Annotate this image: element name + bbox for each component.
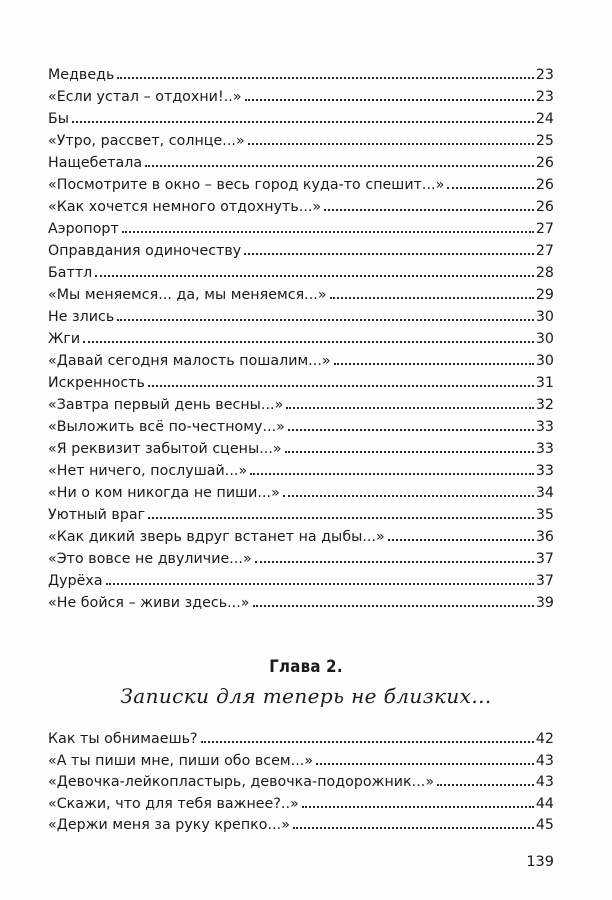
toc-row[interactable]	[48, 196, 554, 218]
toc-row[interactable]	[48, 372, 554, 394]
toc-entry-page: 33	[535, 419, 554, 435]
toc-row[interactable]	[48, 174, 554, 196]
toc-entry-title: Уютный враг	[48, 507, 146, 523]
toc-entry-page: 23	[535, 67, 554, 83]
toc-entry-title: Искренность	[48, 375, 145, 391]
dot-leader	[145, 165, 534, 167]
toc-entry-page: 34	[535, 485, 554, 501]
toc-entry-page: 36	[535, 529, 554, 545]
toc-entry-title: Бы	[48, 111, 70, 127]
dot-leader	[302, 806, 534, 808]
toc-row[interactable]	[48, 240, 554, 262]
dot-leader	[250, 473, 534, 475]
toc-entry-title: Медведь	[48, 67, 115, 83]
dot-leader	[388, 539, 534, 541]
toc-entry-page: 44	[535, 795, 554, 812]
toc-entry-page: 28	[535, 265, 554, 281]
toc-entry-page: 30	[535, 331, 554, 347]
dot-leader	[117, 319, 534, 321]
toc-row[interactable]	[48, 482, 554, 504]
toc-entry-page: 43	[535, 774, 554, 790]
toc-entry-page: 45	[535, 817, 554, 833]
toc-row[interactable]	[48, 751, 554, 773]
toc-entry-title: «Скажи, что для тебя важнее?..»	[48, 795, 299, 812]
toc-entry-title: Не злись	[48, 309, 115, 325]
dot-leader	[72, 121, 534, 123]
dot-leader	[245, 99, 534, 101]
toc-entry-page: 37	[535, 551, 554, 567]
dot-leader	[293, 827, 534, 829]
toc-row[interactable]	[48, 218, 554, 240]
dot-leader	[201, 741, 534, 743]
toc-row[interactable]	[48, 729, 554, 751]
toc-entry-title: Баттл	[48, 265, 93, 281]
dot-leader	[148, 385, 534, 387]
toc-entry-title: Как ты обнимаешь?	[48, 731, 198, 747]
toc-entry-page: 37	[535, 573, 554, 589]
toc-row[interactable]	[48, 548, 554, 570]
dot-leader	[122, 231, 534, 233]
toc-row[interactable]	[48, 815, 554, 837]
toc-entry-title: «Утро, рассвет, солнце...»	[48, 133, 245, 149]
toc-entry-title: «Это вовсе не двуличие...»	[48, 551, 252, 567]
toc-row[interactable]	[48, 284, 554, 306]
toc-row[interactable]	[48, 794, 554, 816]
dot-leader	[437, 784, 534, 786]
toc-entry-page: 32	[535, 397, 554, 413]
page-number: 139	[526, 854, 554, 870]
toc-entry-page: 42	[535, 731, 554, 747]
toc-row[interactable]	[48, 416, 554, 438]
toc-row[interactable]	[48, 438, 554, 460]
toc-entry-title: «Как хочется немного отдохнуть...»	[48, 199, 322, 215]
dot-leader	[83, 341, 534, 343]
toc-entry-page: 27	[535, 243, 554, 259]
dot-leader	[253, 605, 534, 607]
dot-leader	[288, 429, 534, 431]
toc-entry-page: 43	[535, 752, 554, 769]
dot-leader	[334, 363, 534, 365]
dot-leader	[95, 275, 534, 277]
toc-entry-title: «Если устал – отдохни!..»	[48, 89, 242, 105]
dot-leader	[286, 407, 534, 409]
toc-entry-page: 35	[535, 507, 554, 523]
toc-entry-page: 23	[535, 89, 554, 105]
toc-entry-title: Жги	[48, 331, 81, 347]
toc-entry-page: 27	[535, 221, 554, 237]
toc-entry-page: 30	[535, 309, 554, 325]
toc-row[interactable]	[48, 262, 554, 284]
toc-row[interactable]	[48, 86, 554, 108]
chapter-subtitle: Записки для теперь не близких...	[120, 684, 492, 708]
toc-row[interactable]	[48, 570, 554, 592]
toc-entry-title: «Не бойся – живи здесь...»	[48, 595, 250, 611]
toc-row[interactable]	[48, 108, 554, 130]
toc-entry-page: 25	[535, 133, 554, 149]
toc-entry-title: «Девочка-лейкопластырь, девочка-подорожник...»	[48, 774, 435, 790]
dot-leader	[316, 763, 534, 765]
toc-row[interactable]	[48, 460, 554, 482]
dot-leader	[244, 253, 534, 255]
dot-leader	[283, 495, 534, 497]
toc-row[interactable]	[48, 130, 554, 152]
toc-row[interactable]	[48, 152, 554, 174]
toc-entry-title: «Я реквизит забытой сцены...»	[48, 441, 282, 457]
toc-entry-title: «Мы меняемся... да, мы меняемся...»	[48, 287, 327, 303]
dot-leader	[447, 187, 534, 189]
toc-entry-title: «Нет ничего, послушай...»	[48, 463, 248, 479]
toc-entry-title: «Ни о ком никогда не пиши...»	[48, 485, 280, 501]
dot-leader	[255, 561, 534, 563]
table-of-contents-part-2	[48, 729, 554, 837]
toc-entry-page: 26	[535, 155, 554, 171]
toc-entry-page: 33	[535, 441, 554, 457]
toc-entry-page: 30	[535, 353, 554, 369]
dot-leader	[285, 451, 534, 453]
toc-row[interactable]	[48, 592, 554, 614]
toc-entry-title: Дурёха	[48, 573, 103, 589]
dot-leader	[117, 77, 533, 79]
toc-row[interactable]	[48, 64, 554, 86]
toc-row[interactable]	[48, 306, 554, 328]
toc-row[interactable]	[48, 526, 554, 548]
toc-entry-title: «Держи меня за руку крепко...»	[48, 817, 290, 833]
dot-leader	[106, 583, 534, 585]
toc-entry-page: 39	[535, 595, 554, 611]
toc-row[interactable]	[48, 350, 554, 372]
toc-entry-page: 29	[535, 287, 554, 303]
toc-entry-title: «Как дикий зверь вдруг встанет на дыбы...»	[48, 529, 385, 545]
toc-entry-title: «Выложить всё по-честному...»	[48, 419, 285, 435]
dot-leader	[330, 297, 534, 299]
toc-entry-title: «Посмотрите в окно – весь город куда-то спешит...»	[48, 177, 445, 193]
chapter-heading: Глава 2.	[269, 657, 343, 677]
toc-entry-page: 33	[535, 463, 554, 479]
toc-row[interactable]	[48, 328, 554, 350]
dot-leader	[324, 209, 534, 211]
dot-leader	[148, 517, 534, 519]
toc-entry-title: Оправдания одиночеству	[48, 243, 242, 259]
toc-entry-page: 24	[535, 111, 554, 127]
toc-row[interactable]	[48, 772, 554, 794]
toc-entry-page: 31	[535, 375, 554, 391]
toc-entry-title: Нащебетала	[48, 155, 143, 171]
toc-entry-page: 26	[535, 199, 554, 215]
toc-entry-page: 26	[535, 177, 554, 193]
toc-row[interactable]	[48, 504, 554, 526]
toc-entry-title: «Завтра первый день весны...»	[48, 397, 284, 413]
toc-entry-title: «Давай сегодня малость пошалим...»	[48, 353, 331, 369]
toc-entry-title: «А ты пиши мне, пиши обо всем...»	[48, 752, 314, 769]
dot-leader	[248, 143, 534, 145]
toc-entry-title: Аэропорт	[48, 221, 119, 237]
table-of-contents-part-1	[48, 64, 554, 614]
toc-row[interactable]	[48, 394, 554, 416]
